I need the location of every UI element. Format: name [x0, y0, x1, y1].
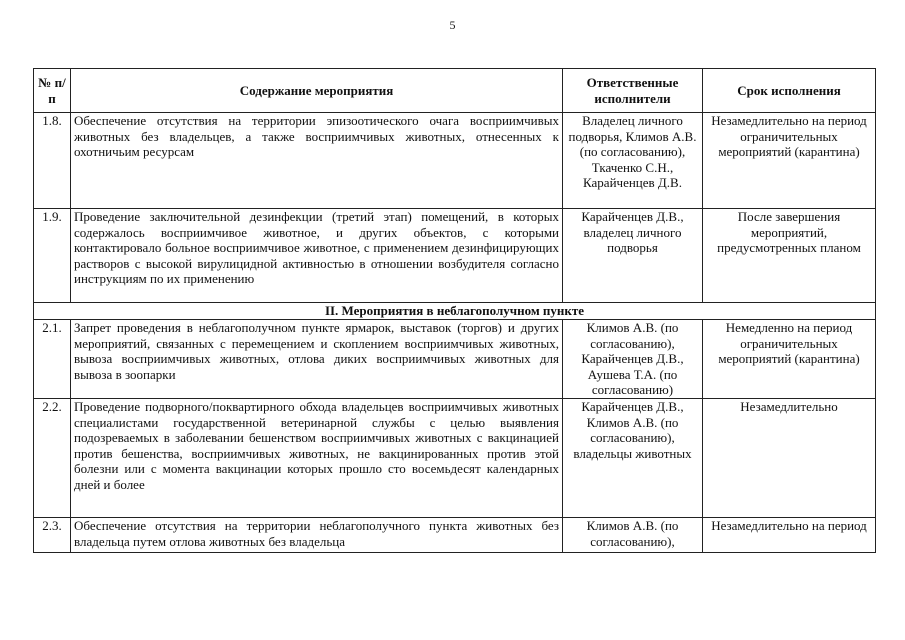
- row-deadline: Незамедлительно на период: [703, 518, 876, 553]
- row-responsible: Карайченцев Д.В., владелец личного подворья: [563, 209, 703, 303]
- header-deadline: Срок исполнения: [703, 69, 876, 113]
- row-content: Обеспечение отсутствия на территории неблагополучного пункта животных без владельца путем отлова животных без владельца: [71, 518, 563, 553]
- row-number: 1.8.: [34, 113, 71, 209]
- row-responsible: Владелец личного подворья, Климов А.В. (по согласованию), Ткаченко С.Н., Карайченцев Д.В.: [563, 113, 703, 209]
- row-deadline: Немедленно на период ограничительных мероприятий (карантина): [703, 320, 876, 399]
- row-deadline: После завершения мероприятий, предусмотренных планом: [703, 209, 876, 303]
- row-number: 2.2.: [34, 399, 71, 518]
- header-responsible: Ответственные исполнители: [563, 69, 703, 113]
- table-row: [34, 320, 876, 399]
- header-content: Содержание мероприятия: [71, 69, 563, 113]
- section-row: [34, 303, 876, 320]
- measures-table: [33, 68, 876, 553]
- row-deadline: Незамедлительно: [703, 399, 876, 518]
- table-header-row: [34, 69, 876, 113]
- page-number: 5: [449, 18, 456, 32]
- header-num: № п/п: [34, 69, 71, 113]
- row-content: Запрет проведения в неблагополучном пункте ярмарок, выставок (торгов) и других мероприятий, связанных с перемещением и скоплением восприимчивых животных, вывоза восприимчивых животных, отлова диких восприимчивых животных для вывоза в зоопарки: [71, 320, 563, 399]
- row-content: Обеспечение отсутствия на территории эпизоотического очага восприимчивых животных без владельцев, а также восприимчивых животных, отнесенных к охотничьим ресурсам: [71, 113, 563, 209]
- row-responsible: Климов А.В. (по согласованию),: [563, 518, 703, 553]
- row-number: 1.9.: [34, 209, 71, 303]
- row-number: 2.3.: [34, 518, 71, 553]
- row-content: Проведение заключительной дезинфекции (третий этап) помещений, в которых содержалось восприимчивое животное, и других объектов, с которыми контактировало больное восприимчивое животное, с применением дезинфицирующих растворов с высокой вирулицидной активностью в отношении возбудителя согласно инструкциям по их применению: [71, 209, 563, 303]
- row-content: Проведение подворного/поквартирного обхода владельцев восприимчивых животных специалистами государственной ветеринарной службы с целью выявления подозреваемых в заболевании бешенством восприимчивых животных с вакцинацией против бешенства, восприимчивых животных, не вакцинированных против этой болезни или с момента вакцинации которых прошло сто восемьдесят календарных дней и более: [71, 399, 563, 518]
- table-row: [34, 113, 876, 209]
- table-row: [34, 518, 876, 553]
- table-row: [34, 209, 876, 303]
- table-row: [34, 399, 876, 518]
- row-deadline: Незамедлительно на период ограничительных мероприятий (карантина): [703, 113, 876, 209]
- row-responsible: Климов А.В. (по согласованию), Карайченцев Д.В., Аушева Т.А. (по согласованию): [563, 320, 703, 399]
- section-title: II. Мероприятия в неблагополучном пункте: [34, 303, 876, 320]
- row-responsible: Карайченцев Д.В., Климов А.В. (по согласованию), владельцы животных: [563, 399, 703, 518]
- row-number: 2.1.: [34, 320, 71, 399]
